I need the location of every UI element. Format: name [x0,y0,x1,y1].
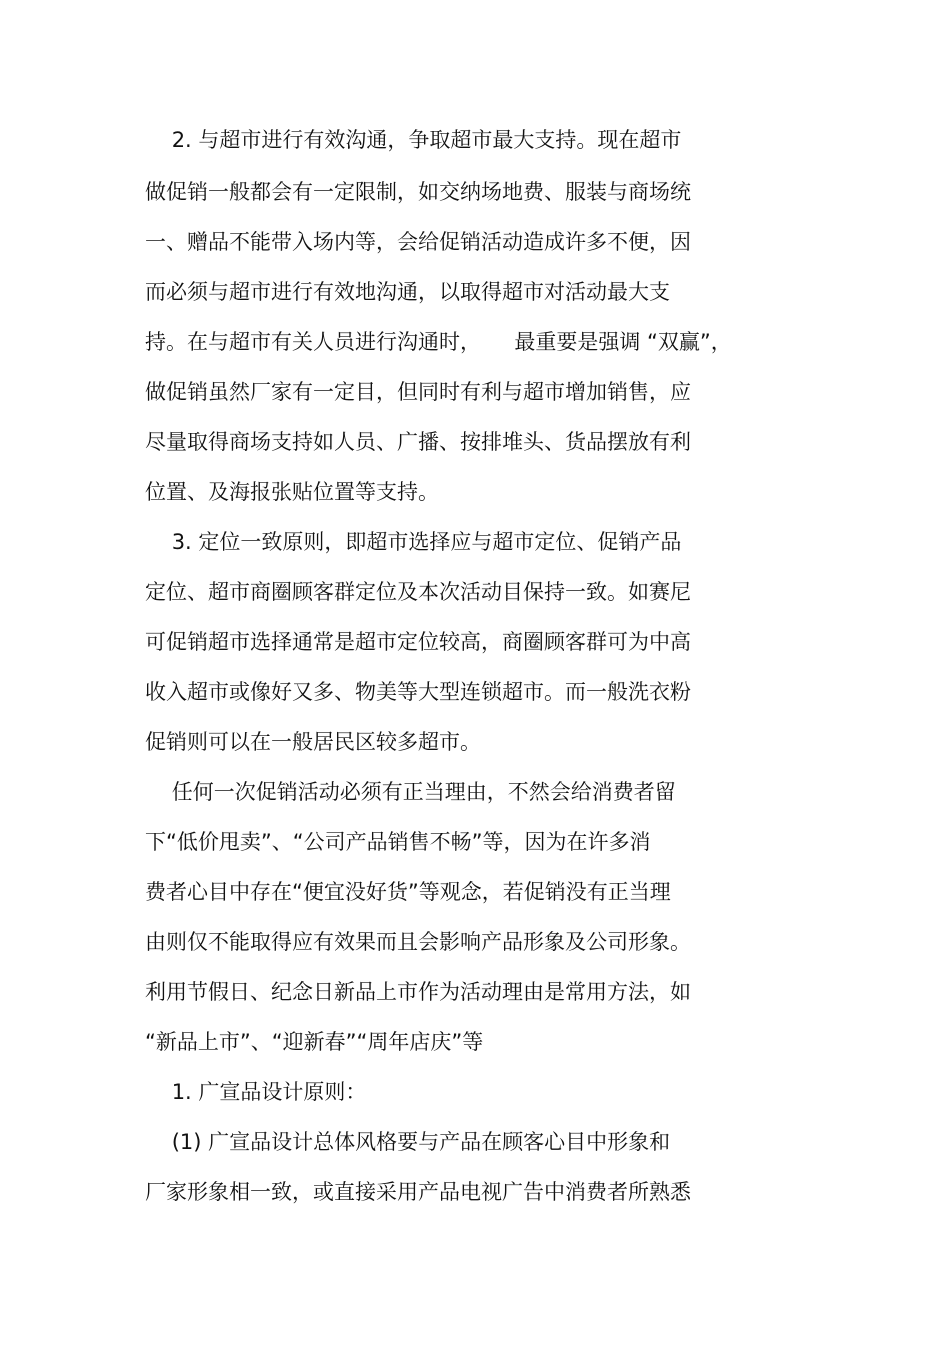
text-line: 利用节假日、纪念日新品上市作为活动理由是常用方法，如 [145,980,691,1004]
text-line: 促销则可以在一般居民区较多超市。 [145,730,481,754]
text-line: 可促销超市选择通常是超市定位较高，商圈顾客群可为中高 [145,630,691,654]
text-line: 厂家形象相一致，或直接采用产品电视广告中消费者所熟悉 [145,1180,691,1204]
text-line: “新品上市”、“迎新春”“周年店庆”等 [145,1030,484,1054]
text-line: 收入超市或像好又多、物美等大型连锁超市。而一般洗衣粉 [145,680,691,704]
text-line: 2. 与超市进行有效沟通，争取超市最大支持。现在超市 [145,128,682,152]
text-line: 持。在与超市有关人员进行沟通时， 最重要是强调 “双赢”， [145,330,732,354]
text-line: 定位、超市商圈顾客群定位及本次活动目保持一致。如赛尼 [145,580,691,604]
text-line: 1. 广宣品设计原则： [145,1080,367,1104]
text-line: 而必须与超市进行有效地沟通，以取得超市对活动最大支 [145,280,670,304]
text-line: 一、赠品不能带入场内等，会给促销活动造成许多不便，因 [145,230,691,254]
text-line: 尽量取得商场支持如人员、广播、按排堆头、货品摆放有利 [145,430,691,454]
text-line: 位置、及海报张贴位置等支持。 [145,480,439,504]
text-line: 由则仅不能取得应有效果而且会影响产品形象及公司形象。 [145,930,691,954]
text-line: 费者心目中存在“便宜没好货”等观念，若促销没有正当理 [145,880,671,904]
text-line: 下“低价甩卖”、“公司产品销售不畅”等，因为在许多消 [145,830,651,854]
text-line: 做促销一般都会有一定限制，如交纳场地费、服装与商场统 [145,180,691,204]
text-line: (1) 广宣品设计总体风格要与产品在顾客心目中形象和 [145,1130,671,1154]
text-line: 任何一次促销活动必须有正当理由，不然会给消费者留 [145,780,676,804]
text-line: 做促销虽然厂家有一定目，但同时有利与超市增加销售，应 [145,380,691,404]
text-line: 3. 定位一致原则，即超市选择应与超市定位、促销产品 [145,530,682,554]
